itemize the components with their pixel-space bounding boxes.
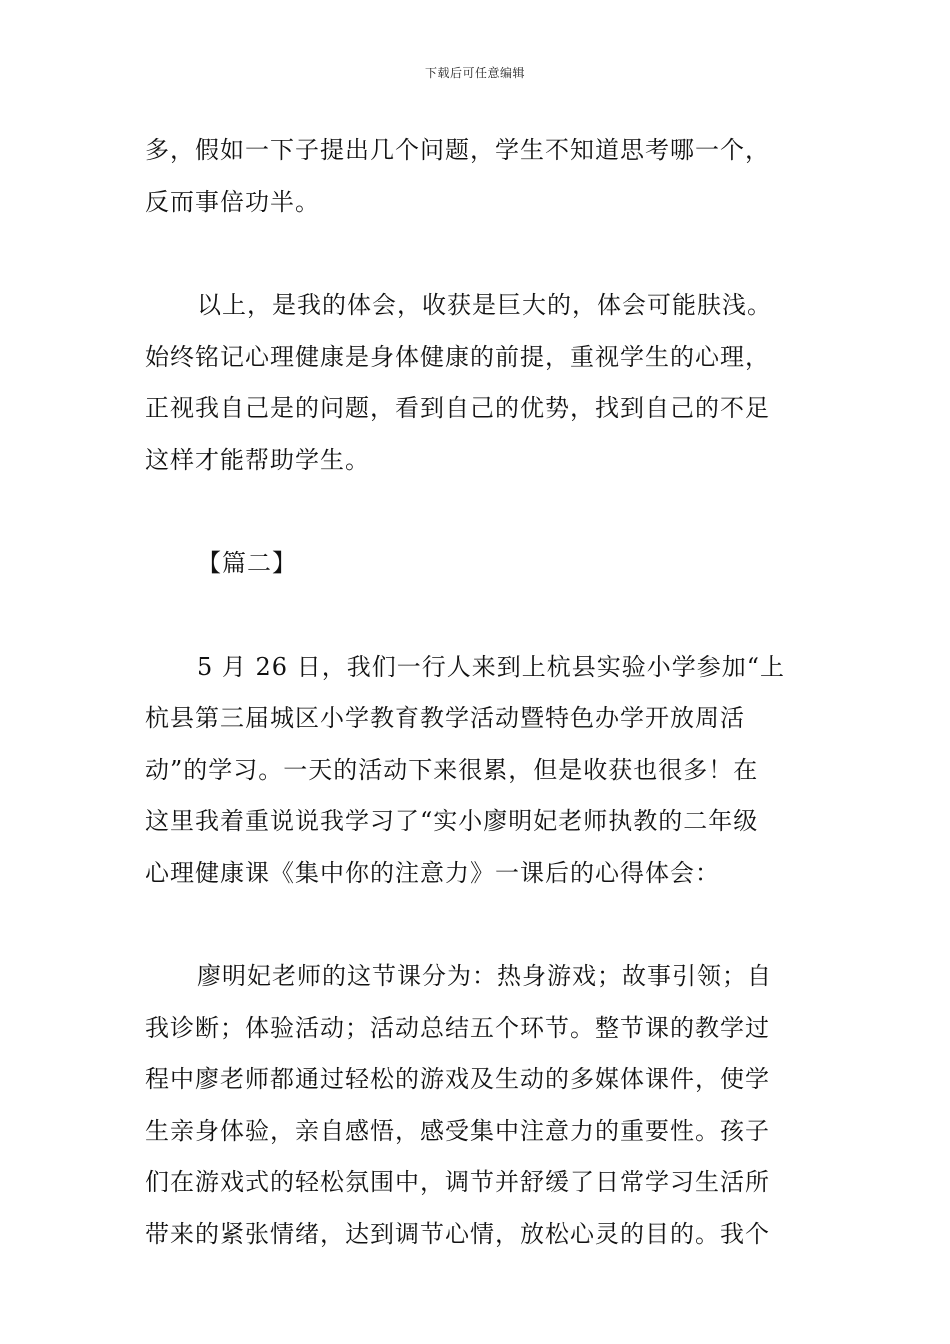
paragraph-2-line-3: 正视我自己是的问题，看到自己的优势，找到自己的不足 xyxy=(145,394,770,422)
paragraph-2-line-4: 这样才能帮助学生。 xyxy=(145,445,370,474)
paragraph-4-line-6: 带来的紧张情绪，达到调节心情，放松心灵的目的。我个 xyxy=(145,1219,770,1248)
section-heading: 【篇二】 xyxy=(197,549,297,577)
paragraph-3-line-3: 动”的学习。一天的活动下来很累，但是收获也很多！在 xyxy=(145,755,759,784)
paragraph-4-line-5: 们在游戏式的轻松氛围中，调节并舒缓了日常学习生活所 xyxy=(145,1168,770,1196)
paragraph-4-line-3: 程中廖老师都通过轻松的游戏及生动的多媒体课件，使学 xyxy=(145,1065,770,1093)
paragraph-3-line-2: 杭县第三届城区小学教育教学活动暨特色办学开放周活 xyxy=(145,704,745,732)
paragraph-3-line-1: 5 月 26 日，我们一行人来到上杭县实验小学参加“上 xyxy=(197,652,785,681)
paragraph-4-line-4: 生亲身体验，亲自感悟，感受集中注意力的重要性。孩子 xyxy=(145,1116,770,1145)
paragraph-3-line-5: 心理健康课《集中你的注意力》一课后的心得体会： xyxy=(145,858,720,887)
paragraph-2-line-1: 以上，是我的体会，收获是巨大的，体会可能肤浅。 xyxy=(197,291,772,319)
paragraph-2-line-2: 始终铭记心理健康是身体健康的前提，重视学生的心理， xyxy=(145,342,770,371)
paragraph-1-line-2: 反而事倍功半。 xyxy=(145,187,320,216)
document-body xyxy=(145,125,810,1260)
paragraph-3-line-4: 这里我着重说说我学习了“实小廖明妃老师执教的二年级 xyxy=(145,807,759,835)
paragraph-1-line-1: 多，假如一下子提出几个问题，学生不知道思考哪一个， xyxy=(145,136,770,164)
paragraph-4-line-1: 廖明妃老师的这节课分为：热身游戏；故事引领；自 xyxy=(197,962,772,990)
paragraph-4-line-2: 我诊断；体验活动；活动总结五个环节。整节课的教学过 xyxy=(145,1013,770,1042)
header-note: 下载后可任意编辑 xyxy=(424,66,525,80)
